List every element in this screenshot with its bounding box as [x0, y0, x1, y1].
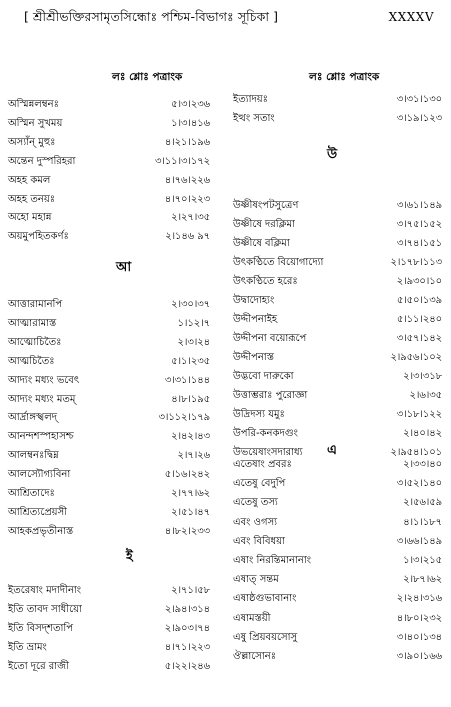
entry-verse: আশ্রিত্যপ্রেয়সী	[8, 506, 68, 518]
entry-verse: উদ্দীপনাইহ	[233, 314, 278, 325]
entry-reference: ৩।১৯।১২৩	[396, 113, 442, 124]
entry-verse: ইতো দূরে রাজী	[8, 660, 69, 672]
index-entry	[233, 476, 444, 491]
entry-reference: ৪।৭৬।২২৬	[164, 174, 210, 186]
entry-reference: ২।৯০৩।৭৪	[164, 622, 210, 634]
entry-reference: ৩।১১২।১৭৯	[158, 412, 210, 424]
entry-verse: আদ্যং মধ্যং মতম্	[8, 393, 76, 405]
entry-reference: ২।১৭৮।১১৩	[390, 257, 442, 268]
entry-reference: ২।৭।২৬	[177, 450, 210, 462]
index-entry	[233, 293, 444, 308]
index-title: [ শ্রীশ্রীভক্তিরসামৃতসিন্ধোঃ পশ্চিম-বিভাগঃ সূচিকা ]	[24, 9, 279, 24]
index-entry	[8, 335, 212, 350]
index-entry	[8, 429, 212, 444]
entry-verse: এবং ওগস্য	[233, 516, 278, 528]
index-entry	[8, 659, 212, 674]
index-entry	[233, 457, 444, 472]
entry-reference: ৪।৮০।২৩২	[396, 612, 442, 624]
entry-verse: ইত্থং সতাং	[233, 113, 275, 124]
entry-verse: এতেষু বেদুপি	[233, 478, 286, 490]
entry-reference: ২।৩৩।৪০	[403, 459, 442, 470]
index-entry	[233, 553, 444, 568]
index-entry	[8, 410, 212, 425]
index-entry	[8, 640, 212, 655]
entry-verse: এষাং নিরন্তিমানানাং	[233, 555, 312, 566]
entry-verse: আত্মারামাস্ত	[8, 317, 57, 329]
index-entry	[8, 97, 212, 112]
index-entry	[8, 229, 212, 244]
entry-verse: অহহ তনয়ঃ	[8, 193, 56, 205]
entry-verse: উত্তাম্ভরাঃ পুরোজ্ঞা	[233, 390, 308, 401]
entry-reference: ১।৩।৪১৬	[171, 117, 210, 129]
column-heading: লঃ শ্লোঃ পত্রাংক	[112, 71, 183, 83]
entry-reference: ৩।৩১।১৩০	[396, 94, 442, 105]
entry-verse: আশ্রিতাদেঃ	[8, 488, 55, 499]
entry-reference: ২।২৪।৩১৬	[396, 593, 442, 605]
index-entry	[8, 154, 212, 169]
entry-verse: এবং বিবিধয়া	[233, 535, 285, 547]
index-entry	[8, 448, 212, 463]
entry-verse: উদ্রিদস্য যমুঃ	[233, 409, 285, 420]
index-entry	[8, 173, 212, 188]
index-entry	[233, 630, 444, 645]
entry-verse: উদ্দীপনা বয়োরূপে	[233, 333, 307, 344]
index-entry	[233, 515, 444, 530]
index-entry	[8, 486, 212, 501]
entry-reference: ১।১২।৭	[177, 317, 210, 329]
entry-verse: উষ্ণীষে দরক্লিমা	[233, 219, 295, 230]
entry-verse: উষ্ণীষংপটসুত্রেণ	[233, 200, 299, 211]
entry-verse: আলম্বনঃদ্বিম্ন	[8, 450, 59, 462]
index-entry	[233, 426, 444, 441]
section-letter: উ	[327, 147, 338, 162]
index-entry	[233, 572, 444, 587]
entry-verse: ঔল্লাসোনঃ	[233, 651, 277, 662]
entry-verse: এষু প্রিয়বয়সোসু	[233, 631, 298, 643]
index-entry	[233, 591, 444, 606]
index-entry	[233, 350, 444, 365]
entry-reference: ৩।৫২।১৪০	[396, 478, 442, 490]
entry-reference: ২।৯৪।৩১৪	[164, 603, 210, 615]
section-letter: এ	[327, 443, 337, 458]
entry-verse: আনন্দশস্পহাসশ্চ	[8, 431, 74, 443]
index-entry	[233, 611, 444, 626]
entry-verse: উষ্ণীষে বক্লিমা	[233, 238, 290, 249]
entry-verse: এতেষু তস্য	[233, 497, 278, 509]
entry-reference: ৪।৮২।২৩৩	[164, 525, 210, 537]
entry-verse: উদ্দীপনাস্ত	[233, 352, 274, 363]
entry-verse: আদ্যং মধ্যং ভবেৎ	[8, 374, 80, 386]
index-entry	[8, 524, 212, 539]
entry-verse: এতেষাং প্রবরঃ	[233, 459, 292, 470]
entry-reference: ৩।৪০।১৩৪	[396, 631, 442, 643]
index-entry	[233, 198, 444, 213]
entry-reference: ২।৫৬।৫৯	[403, 497, 442, 509]
entry-verse: অস্মিন্নলম্বনঃ	[8, 99, 59, 110]
entry-verse: অস্যাঁন্ মুহুঃ	[8, 136, 56, 148]
entry-verse: উদ্বাদোহ্যং	[233, 295, 275, 306]
entry-reference: ৩।৯০।১৬৬	[396, 651, 442, 662]
index-entry	[8, 297, 212, 312]
entry-reference: ২।৭৭।৬২	[171, 488, 210, 499]
entry-verse: অস্মিন সুখময়	[8, 117, 63, 129]
entry-reference: ২।৩০।৩৭	[171, 299, 210, 310]
entry-verse: আর্দ্রাঙ্গস্খলদ্	[8, 412, 57, 424]
index-entry	[8, 392, 212, 407]
entry-verse: অহো মহান্ন	[8, 212, 52, 224]
entry-reference: ২।৬।৩৫	[409, 390, 442, 401]
entry-reference: ৪।৭০।২২৩	[164, 193, 210, 205]
entry-verse: আত্তারামানপি	[8, 299, 63, 310]
section-letter: আ	[116, 260, 132, 275]
entry-verse: উৎকণ্ঠিতে হরেঃ	[233, 276, 298, 287]
entry-verse: ইতরেষাং মদাদীনাং	[8, 585, 82, 596]
entry-reference: ৫।৫০।১৩৯	[396, 295, 442, 306]
entry-reference: ২।৩।৩১৮	[403, 371, 442, 382]
entry-reference: ৪।৮।১৯৫	[171, 393, 210, 405]
entry-verse: এষামস্তয়ী	[233, 612, 271, 624]
entry-reference: ৩।১১।৩।১৭২	[154, 155, 210, 167]
entry-verse: আত্মচিতৈঃ	[8, 355, 55, 367]
entry-reference: ৫।১১।২৪০	[396, 314, 442, 325]
entry-reference: ৩।৩১।১৪৪	[164, 374, 210, 386]
index-entry	[233, 649, 444, 664]
index-entry	[233, 312, 444, 327]
index-entry	[233, 111, 444, 126]
page-header	[10, 6, 440, 30]
index-entry	[8, 116, 212, 131]
entry-verse: এষাত্ সন্তম	[233, 574, 279, 586]
index-entry	[8, 135, 212, 150]
entry-verse: উপরি-কনকদগুং	[233, 428, 298, 439]
entry-reference: ২।৯৫৬।১০২	[390, 352, 442, 363]
entry-verse: অয়মুপহিতকর্ণঃ	[8, 231, 69, 243]
entry-reference: ২।৪০।৪২	[403, 428, 442, 439]
index-entry	[8, 373, 212, 388]
index-entry	[8, 467, 212, 482]
index-entry	[233, 495, 444, 510]
entry-verse: আত্মোচিতৈঃ	[8, 336, 62, 348]
index-entry	[8, 583, 212, 598]
page-number: XXXXV	[388, 10, 434, 24]
entry-reference: ২।৯৩০।১০	[396, 276, 442, 287]
index-entry	[233, 388, 444, 403]
index-entry	[233, 369, 444, 384]
entry-verse: আহকপ্রভৃতীনাস্ত	[8, 525, 74, 537]
entry-verse: এষাষ্ঠগুভাবানাং	[233, 593, 297, 605]
entry-reference: ৩।১৮।১২২	[396, 409, 442, 420]
entry-reference: ২।৯৫৪।১০১	[390, 447, 442, 458]
entry-reference: ৫।৩।২৩৬	[171, 99, 210, 110]
entry-reference: ২।৭১।৫৮	[171, 585, 210, 596]
entry-reference: ৩।৬৬।১৪৯	[396, 535, 442, 547]
entry-verse: আলস্যৌগ্যবিনা	[8, 469, 71, 481]
entry-reference: ২।২৭।৩৫	[171, 212, 210, 224]
index-entry	[233, 255, 444, 270]
entry-reference: ২।৪২।৪৩	[171, 431, 210, 443]
entry-verse: উদ্ভবো দারুকো	[233, 371, 294, 382]
entry-verse: ইতি ভ্রামং	[8, 641, 47, 653]
entry-reference: ৩।৭৫।১৫২	[396, 219, 442, 230]
index-entry	[233, 331, 444, 346]
index-entry	[8, 210, 212, 225]
entry-reference: ৪।৭১।২২৩	[164, 641, 210, 653]
index-entry	[233, 236, 444, 251]
entry-reference: ১।৩।২১৫	[403, 555, 442, 566]
index-entry	[8, 316, 212, 331]
index-entry	[233, 274, 444, 289]
entry-verse: অহহ কমল	[8, 174, 51, 186]
entry-reference: ৪।২১।১৯৬	[164, 136, 210, 148]
entry-reference: ২।১৪৬ ৯৭	[165, 231, 210, 243]
index-entry	[8, 192, 212, 207]
entry-reference: ৫।২২।২৪৬	[164, 660, 210, 672]
entry-verse: উভয়েষাংসদারাধ্য	[233, 447, 303, 458]
entry-reference: ৩।৫৭।১৪২	[396, 333, 442, 344]
entry-reference: ২।৩।২৪	[177, 336, 210, 348]
entry-reference: ৩।৬১।১৪৯	[396, 200, 442, 211]
entry-reference: ৫।১৬।২৪২	[164, 469, 210, 481]
section-letter: ই	[126, 549, 133, 564]
entry-reference: ২।৫১।৪৭	[171, 506, 210, 518]
entry-reference: ৫।১।২৩৫	[171, 355, 210, 367]
entry-verse: ইতি তাবদ সাধীয়ো	[8, 603, 82, 615]
index-entry	[8, 602, 212, 617]
index-entry	[8, 354, 212, 369]
index-entry	[8, 621, 212, 636]
column-heading: লঃ শ্লোঃ পত্রাংক	[309, 71, 380, 83]
index-entry	[8, 505, 212, 520]
entry-reference: ২।৮৭।৬২	[403, 574, 442, 586]
index-entry	[233, 217, 444, 232]
entry-verse: উৎকণ্ঠিতে বিয়োগাদ্যো	[233, 257, 324, 268]
index-entry	[233, 534, 444, 549]
entry-verse: অন্তেন দুস্পরিহরা	[8, 155, 76, 167]
entry-verse: ইত্যাদয়ঃ	[233, 94, 268, 105]
index-entry	[233, 92, 444, 107]
entry-verse: ইতি বিসদ্শতাপি	[8, 622, 73, 634]
entry-reference: ৪।১।১৮৭	[403, 516, 442, 528]
index-entry	[233, 407, 444, 422]
entry-reference: ৩।৭৪।১৫১	[396, 238, 442, 249]
